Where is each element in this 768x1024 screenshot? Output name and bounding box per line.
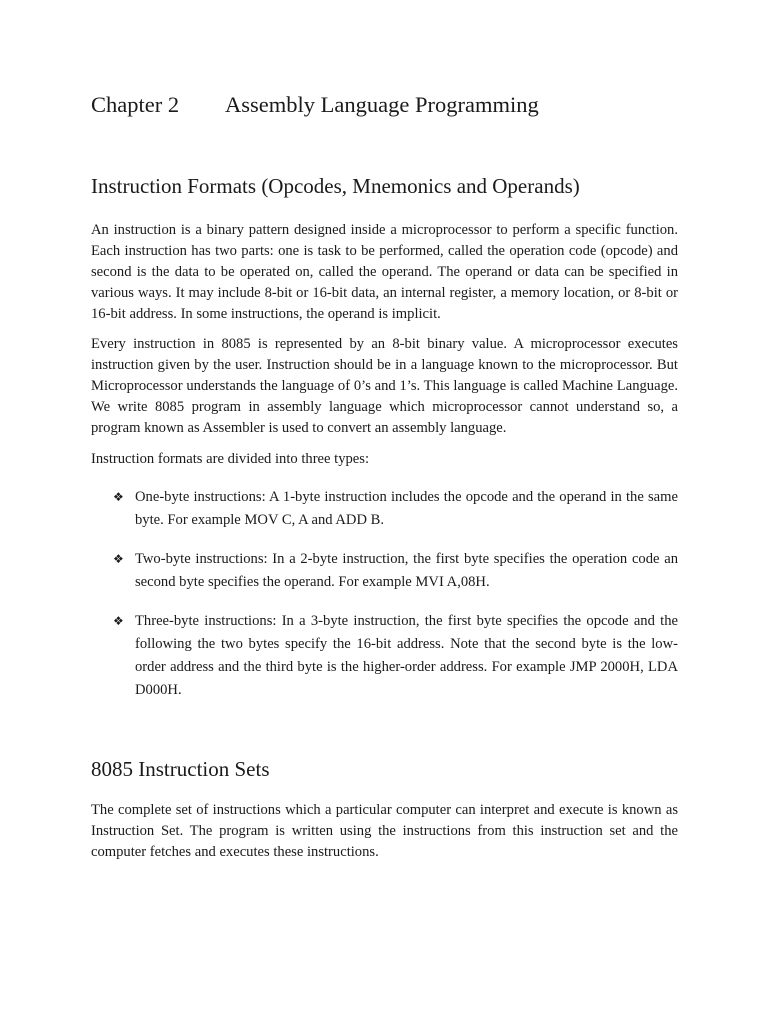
list-item xyxy=(91,486,678,532)
instruction-format-list xyxy=(91,486,678,702)
list-item xyxy=(91,548,678,594)
paragraph-8085-representation: Every instruction in 8085 is represented by an 8-bit binary value. A microprocessor executes instruction given by the user. Instruction should be in a language known to the microprocessor. But Microprocessor understands the language of 0’s and 1’s. This language is called Machine Language. We write 8085 program in assembly language which microprocessor cannot understand so, a program known as Assembler is used to convert an assembly language. xyxy=(91,336,678,436)
page-content xyxy=(91,90,678,863)
list-item-text: Three-byte instructions: In a 3-byte instruction, the first byte specifies the opcode and the following the two bytes specify the 16-bit address. Note that the second byte is the low-order address and the third byte is the higher-order address. For example JMP 2000H, LDA D000H. xyxy=(135,613,678,698)
paragraph-format-types-intro: Instruction formats are divided into three types: xyxy=(91,451,370,467)
chapter-number: Chapter 2 xyxy=(91,92,180,117)
paragraph-instruction-set-definition: The complete set of instructions which a particular computer can interpret and execute is known as Instruction Set. The program is written using the instructions from this instruction set and the computer fetches and executes these instructions. xyxy=(91,802,678,860)
diamond-bullet-icon: ❖ xyxy=(113,552,124,566)
section-heading-instruction-sets: 8085 Instruction Sets xyxy=(91,757,270,781)
list-item-text: One-byte instructions: A 1-byte instruction includes the opcode and the operand in the same byte. For example MOV C, A and ADD B. xyxy=(135,489,678,528)
section-heading-instruction-formats: Instruction Formats (Opcodes, Mnemonics and Operands) xyxy=(91,174,580,198)
chapter-heading xyxy=(91,90,678,120)
diamond-bullet-icon: ❖ xyxy=(113,490,124,504)
list-item-text: Two-byte instructions: In a 2-byte instruction, the first byte specifies the operation code an second byte specifies the operand. For example MVI A,08H. xyxy=(135,551,678,590)
chapter-title: Assembly Language Programming xyxy=(225,92,539,117)
diamond-bullet-icon: ❖ xyxy=(113,614,124,628)
paragraph-instruction-definition: An instruction is a binary pattern designed inside a microprocessor to perform a specific function. Each instruction has two parts: one is task to be performed, called the operation code (opcode) and second is the data to be operated on, called the operand. The operand or data can be specified in various ways. It may include 8-bit or 16-bit data, an internal register, a memory location, or 8-bit or 16-bit address. In some instructions, the operand is implicit. xyxy=(91,222,678,322)
list-item xyxy=(91,610,678,702)
